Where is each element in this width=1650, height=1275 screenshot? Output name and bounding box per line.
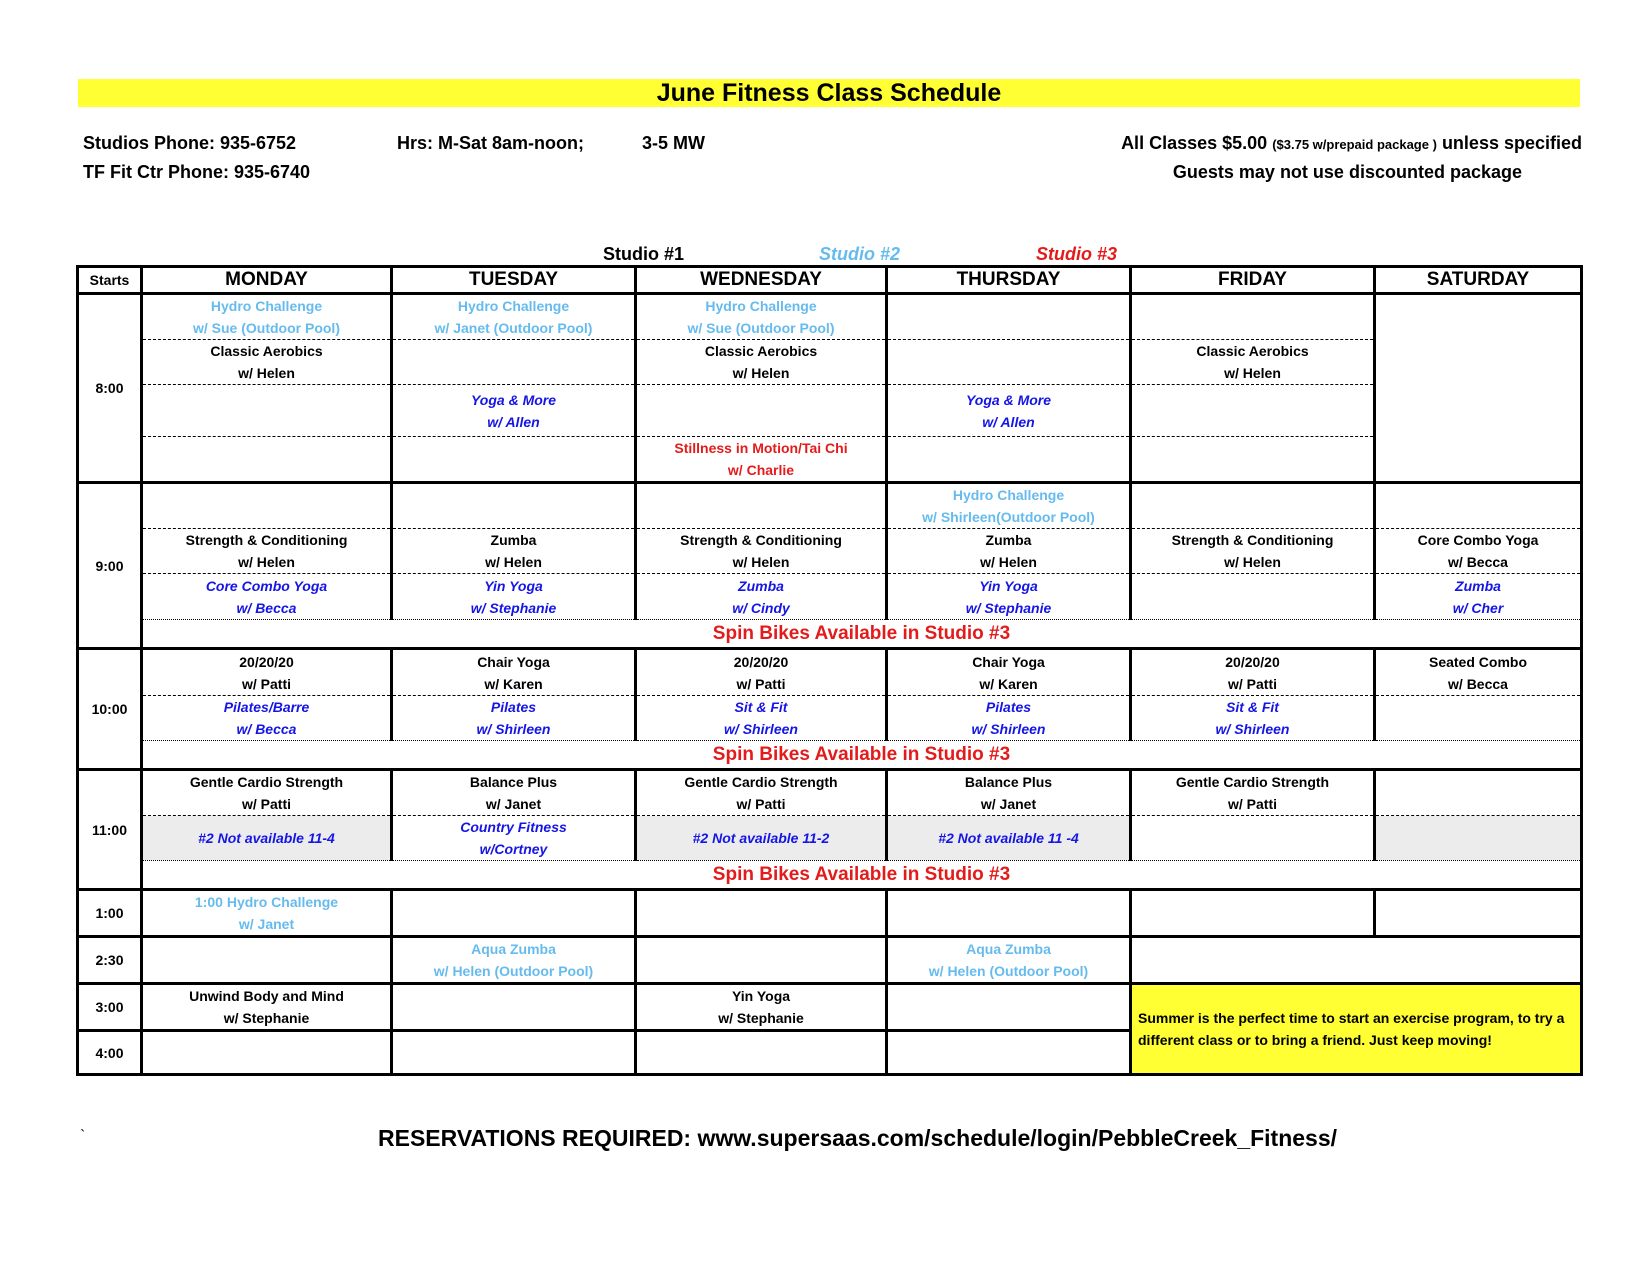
class-name: Classic Aerobics <box>1196 343 1309 359</box>
class-cell <box>887 385 1131 437</box>
day-monday: MONDAY <box>142 267 392 294</box>
class-cell <box>1375 649 1582 696</box>
empty-cell <box>1375 696 1582 741</box>
class-cell <box>887 770 1131 816</box>
studio-3-legend: Studio #3 <box>1036 244 1118 264</box>
class-name: 20/20/20 <box>733 653 789 670</box>
empty-cell <box>1131 437 1375 483</box>
class-cell <box>887 529 1131 574</box>
empty-cell <box>392 890 636 937</box>
class-cell <box>636 437 887 483</box>
class-cell <box>887 696 1131 741</box>
class-cell <box>142 340 392 385</box>
page-title: June Fitness Class Schedule <box>78 79 1580 107</box>
instructor: w/ Helen (Outdoor Pool) <box>433 963 594 979</box>
class-name: Aqua Zumba <box>966 941 1051 957</box>
empty-cell <box>142 483 392 529</box>
empty-cell <box>1375 294 1582 483</box>
class-name: Yin Yoga <box>731 988 791 1004</box>
class-name: Yoga & More <box>470 391 557 408</box>
empty-cell <box>887 340 1131 385</box>
instructor: w/ Stephanie <box>223 1010 310 1026</box>
instructor: w/ Janet <box>980 796 1037 812</box>
class-name: Aqua Zumba <box>471 941 556 957</box>
day-thursday: THURSDAY <box>887 267 1131 294</box>
class-cell <box>636 770 887 816</box>
instructor: w/ Karen <box>484 675 543 692</box>
empty-cell <box>1131 816 1375 861</box>
class-name: Stillness in Motion/Tai Chi <box>674 440 848 456</box>
class-name: Classic Aerobics <box>704 343 818 359</box>
class-cell <box>636 649 887 696</box>
row-1100-a <box>78 770 1582 816</box>
class-cell <box>142 696 392 741</box>
empty-cell <box>1375 816 1582 861</box>
class-cell <box>392 816 636 861</box>
instructor: w/ Janet <box>485 796 542 812</box>
class-cell <box>636 294 887 340</box>
class-cell <box>1131 649 1375 696</box>
class-name: Strength & Conditioning <box>1171 532 1334 548</box>
instructor: w/ Helen (Outdoor Pool) <box>928 963 1089 979</box>
class-name: Hydro Challenge <box>210 298 323 314</box>
day-tuesday: TUESDAY <box>392 267 636 294</box>
class-cell <box>1131 529 1375 574</box>
day-wednesday: WEDNESDAY <box>636 267 887 294</box>
class-name: Zumba <box>985 532 1032 548</box>
empty-cell <box>392 1031 636 1075</box>
instructor: w/ Stephanie <box>965 599 1052 616</box>
class-name: Strength & Conditioning <box>680 532 842 548</box>
class-cell <box>142 294 392 340</box>
row-1000-a <box>78 649 1582 696</box>
spin-bikes-note: Spin Bikes Available in Studio #3 <box>142 741 1582 770</box>
class-cell <box>142 529 392 574</box>
instructor: w/ Cindy <box>732 599 790 616</box>
instructor: w/ Patti <box>241 675 291 692</box>
instructor: w/ Shirleen <box>971 721 1046 737</box>
empty-cell <box>636 385 887 437</box>
instructor: w/ Becca <box>1448 554 1508 570</box>
day-header-row <box>78 267 1582 294</box>
class-cell <box>887 649 1131 696</box>
class-name: Chair Yoga <box>972 653 1045 670</box>
row-230 <box>78 937 1582 984</box>
tf-phone: TF Fit Ctr Phone: 935-6740 <box>83 162 311 182</box>
price-package: ($3.75 w/prepaid package ) <box>1272 137 1437 152</box>
class-name: 20/20/20 <box>1225 653 1280 670</box>
instructor: w/ Cher <box>1452 599 1504 616</box>
instructor: w/ Stephanie <box>718 1010 804 1026</box>
class-cell <box>887 574 1131 620</box>
instructor: w/ Helen <box>1224 365 1281 381</box>
empty-cell <box>636 890 887 937</box>
empty-cell <box>1131 385 1375 437</box>
empty-cell <box>142 1031 392 1075</box>
class-name: Core Combo Yoga <box>205 577 328 594</box>
instructor: w/ Patti <box>1227 796 1277 812</box>
instructor: w/ Patti <box>736 675 786 692</box>
class-name: Hydro Challenge <box>457 298 570 314</box>
class-cell <box>392 385 636 437</box>
row-800-d <box>78 437 1582 483</box>
class-name: Gentle Cardio Strength <box>684 774 838 790</box>
class-cell <box>1131 770 1375 816</box>
class-name: Balance Plus <box>469 774 558 790</box>
empty-cell <box>887 437 1131 483</box>
instructor: w/ Becca <box>236 599 297 616</box>
class-cell <box>887 483 1131 529</box>
class-name: Country Fitness <box>460 819 567 835</box>
row-100 <box>78 890 1582 937</box>
class-cell <box>636 340 887 385</box>
time-100: 1:00 <box>78 890 142 937</box>
schedule-table <box>76 265 1583 1076</box>
class-name: Pilates <box>490 699 537 715</box>
class-name: Sit & Fit <box>734 699 788 715</box>
class-name: Gentle Cardio Strength <box>1175 774 1330 790</box>
studio-1-legend: Studio #1 <box>603 244 685 264</box>
time-300: 3:00 <box>78 984 142 1031</box>
class-cell <box>392 696 636 741</box>
class-cell <box>1375 574 1582 620</box>
studio-unavailable: #2 Not available 11 -4 <box>887 816 1131 861</box>
row-300 <box>78 984 1582 1031</box>
class-name: Zumba <box>738 577 784 594</box>
instructor: w/ Allen <box>982 413 1035 430</box>
class-cell <box>142 984 392 1031</box>
empty-cell <box>1375 483 1582 529</box>
empty-cell <box>1131 890 1375 937</box>
class-cell <box>392 649 636 696</box>
class-cell <box>636 574 887 620</box>
empty-cell <box>392 984 636 1031</box>
guests-note: Guests may not use discounted package <box>1172 162 1522 182</box>
row-900-a <box>78 483 1582 529</box>
time-1000: 10:00 <box>78 649 142 770</box>
empty-cell <box>1375 770 1582 816</box>
class-name: Yin Yoga <box>979 577 1038 594</box>
empty-cell <box>1375 890 1582 937</box>
starts-header: Starts <box>78 267 142 294</box>
studio-unavailable: #2 Not available 11-2 <box>636 816 887 861</box>
instructor: w/ Helen <box>238 365 295 381</box>
instructor: w/ Janet <box>238 916 295 932</box>
empty-cell <box>636 937 887 984</box>
studios-phone: Studios Phone: 935-6752 <box>83 133 297 153</box>
instructor: w/ Sue (Outdoor Pool) <box>687 320 835 336</box>
class-cell <box>636 529 887 574</box>
class-name: 1:00 Hydro Challenge <box>194 894 339 910</box>
class-name: Gentle Cardio Strength <box>189 774 344 790</box>
instructor: w/ Becca <box>1448 675 1508 692</box>
time-230: 2:30 <box>78 937 142 984</box>
row-900-spin <box>78 620 1582 649</box>
empty-cell <box>392 483 636 529</box>
day-friday: FRIDAY <box>1131 267 1375 294</box>
instructor: w/Cortney <box>479 841 548 857</box>
class-name: Zumba <box>1455 577 1501 594</box>
class-cell <box>142 574 392 620</box>
row-800-a <box>78 294 1582 340</box>
empty-cell <box>1131 574 1375 620</box>
class-cell <box>392 574 636 620</box>
row-1100-b <box>78 816 1582 861</box>
class-name: Hydro Challenge <box>952 487 1065 503</box>
class-cell <box>142 649 392 696</box>
price-main: All Classes $5.00 <box>1121 133 1268 153</box>
instructor: w/ Becca <box>236 721 297 737</box>
instructor: w/ Sue (Outdoor Pool) <box>193 320 340 336</box>
row-800-b <box>78 340 1582 385</box>
class-name: Zumba <box>490 532 537 548</box>
empty-cell <box>392 437 636 483</box>
instructor: w/ Patti <box>736 796 786 812</box>
summer-note: Summer is the perfect time to start an exercise program, to try a different class or to bring a friend. Just keep moving! <box>1131 984 1582 1075</box>
reservations-line: RESERVATIONS REQUIRED: www.supersaas.com/schedule/login/PebbleCreek_Fitness/ <box>378 1125 1338 1151</box>
empty-cell <box>1131 937 1582 984</box>
instructor: w/ Helen <box>485 554 542 570</box>
instructor: w/ Helen <box>732 554 790 570</box>
price-tail: unless specified <box>1441 133 1582 153</box>
instructor: w/ Helen <box>238 554 295 570</box>
studio-unavailable: #2 Not available 11-4 <box>142 816 392 861</box>
empty-cell <box>887 294 1131 340</box>
class-name: Classic Aerobics <box>210 343 323 359</box>
class-cell <box>392 770 636 816</box>
empty-cell <box>392 340 636 385</box>
class-name: Sit & Fit <box>1226 699 1279 715</box>
stray-mark: ` <box>80 1128 86 1145</box>
instructor: w/ Shirleen <box>724 721 798 737</box>
time-1100: 11:00 <box>78 770 142 890</box>
class-name: Pilates <box>985 699 1032 715</box>
class-cell <box>142 890 392 937</box>
empty-cell <box>1131 294 1375 340</box>
instructor: w/ Allen <box>487 413 540 430</box>
class-cell <box>142 770 392 816</box>
hours-mw: 3-5 MW <box>642 133 705 153</box>
instructor: w/ Karen <box>979 675 1038 692</box>
empty-cell <box>887 890 1131 937</box>
instructor: w/ Helen <box>1224 554 1281 570</box>
class-name: Yoga & More <box>965 391 1052 408</box>
row-900-c <box>78 574 1582 620</box>
class-name: Core Combo Yoga <box>1417 532 1539 548</box>
instructor: w/ Shirleen <box>476 721 551 737</box>
class-name: Pilates/Barre <box>223 699 310 715</box>
class-cell <box>392 937 636 984</box>
instructor: w/ Shirleen(Outdoor Pool) <box>922 509 1095 525</box>
instructor: w/ Helen <box>980 554 1037 570</box>
empty-cell <box>887 1031 1131 1075</box>
class-cell <box>887 937 1131 984</box>
empty-cell <box>887 984 1131 1031</box>
day-saturday: SATURDAY <box>1375 267 1582 294</box>
class-cell <box>392 294 636 340</box>
price-info <box>1121 133 1582 154</box>
instructor: w/ Helen <box>732 365 790 381</box>
empty-cell <box>142 385 392 437</box>
time-900: 9:00 <box>78 483 142 649</box>
class-cell <box>392 529 636 574</box>
instructor: w/ Patti <box>1227 675 1277 692</box>
class-cell <box>636 984 887 1031</box>
instructor: w/ Stephanie <box>470 599 557 616</box>
class-name: Unwind Body and Mind <box>189 988 344 1004</box>
class-name: Yin Yoga <box>484 577 543 594</box>
time-800: 8:00 <box>78 294 142 483</box>
instructor: w/ Janet (Outdoor Pool) <box>434 320 593 336</box>
class-name: Chair Yoga <box>477 653 550 670</box>
row-800-c <box>78 385 1582 437</box>
hours: Hrs: M-Sat 8am-noon; <box>397 133 585 153</box>
class-name: Seated Combo <box>1428 653 1527 670</box>
studio-2-legend: Studio #2 <box>819 244 901 264</box>
instructor: w/ Patti <box>241 796 291 812</box>
class-cell <box>1131 340 1375 385</box>
spin-bikes-note: Spin Bikes Available in Studio #3 <box>142 620 1582 649</box>
class-cell <box>636 696 887 741</box>
empty-cell <box>142 937 392 984</box>
instructor: w/ Shirleen <box>1215 721 1290 737</box>
empty-cell <box>1131 483 1375 529</box>
class-name: Balance Plus <box>964 774 1053 790</box>
row-1100-spin <box>78 861 1582 890</box>
spin-bikes-note: Spin Bikes Available in Studio #3 <box>142 861 1582 890</box>
instructor: w/ Charlie <box>727 462 795 478</box>
class-name: Strength & Conditioning <box>185 532 348 548</box>
class-cell <box>1375 529 1582 574</box>
class-name: 20/20/20 <box>239 653 294 670</box>
empty-cell <box>636 1031 887 1075</box>
class-cell <box>1131 696 1375 741</box>
row-1000-spin <box>78 741 1582 770</box>
row-900-b <box>78 529 1582 574</box>
time-400: 4:00 <box>78 1031 142 1075</box>
empty-cell <box>142 437 392 483</box>
row-1000-b <box>78 696 1582 741</box>
class-name: Hydro Challenge <box>705 298 817 314</box>
empty-cell <box>636 483 887 529</box>
